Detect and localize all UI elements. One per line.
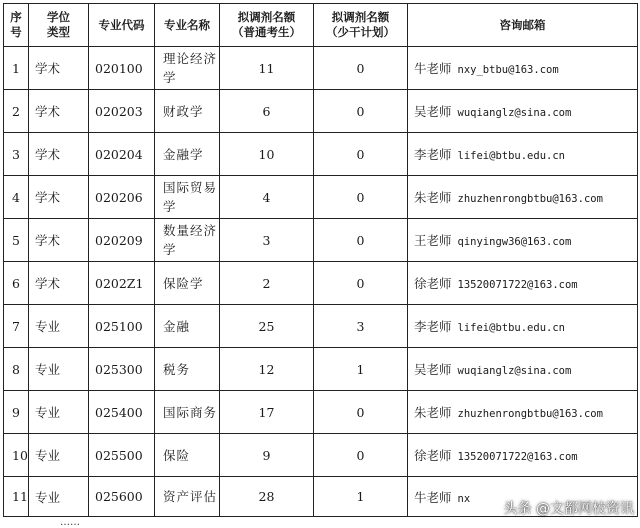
contact-email: wuqianglz@sina.com [457, 365, 572, 377]
contact-cell [408, 47, 638, 90]
quota-minority: 0 [314, 219, 408, 262]
contact-cell [408, 90, 638, 133]
table-row [4, 176, 638, 219]
contact-cell [408, 133, 638, 176]
contact-email: wuqianglz@sina.com [457, 107, 572, 119]
quota-minority: 0 [314, 262, 408, 305]
quota-regular: 28 [220, 477, 314, 517]
admissions-table [3, 3, 638, 517]
header-regular: 拟调剂名额 （普通考生） [220, 4, 314, 47]
contact-email: 13520071722@163.com [457, 279, 578, 291]
major-name: 保险学 [155, 262, 220, 305]
major-name: 税务 [155, 348, 220, 391]
contact-email: 13520071722@163.com [457, 451, 578, 463]
degree-type: 专业 [29, 348, 89, 391]
contact-teacher: 李老师 [414, 147, 452, 162]
major-code: 025500 [89, 434, 155, 477]
contact-email: nx [457, 492, 471, 505]
header-code: 专业代码 [89, 4, 155, 47]
contact-teacher: 朱老师 [414, 405, 452, 420]
header-row [4, 4, 638, 47]
quota-regular: 10 [220, 133, 314, 176]
major-code: 020204 [89, 133, 155, 176]
degree-type: 专业 [29, 434, 89, 477]
contact-email: lifei@btbu.edu.cn [457, 322, 565, 334]
degree-type: 学术 [29, 262, 89, 305]
table-row [4, 434, 638, 477]
contact-teacher: 吴老师 [414, 104, 452, 119]
major-name: 数量经济学 [155, 219, 220, 262]
major-name: 资产评估 [155, 477, 220, 517]
page-tail-mark: …… [60, 517, 80, 528]
row-index: 2 [4, 90, 29, 133]
table-row [4, 305, 638, 348]
quota-minority: 0 [314, 47, 408, 90]
contact-email: nxy_btbu@163.com [457, 64, 559, 76]
table-row [4, 133, 638, 176]
row-index: 5 [4, 219, 29, 262]
quota-minority: 0 [314, 434, 408, 477]
major-code: 025300 [89, 348, 155, 391]
row-index: 1 [4, 47, 29, 90]
major-code: 025400 [89, 391, 155, 434]
contact-teacher: 牛老师 [414, 61, 452, 76]
row-index: 9 [4, 391, 29, 434]
contact-teacher: 徐老师 [414, 276, 452, 291]
row-index: 7 [4, 305, 29, 348]
contact-teacher: 王老师 [414, 233, 452, 248]
major-code: 020209 [89, 219, 155, 262]
watermark: 头条 @文都网校资讯 [503, 501, 634, 517]
table-row [4, 219, 638, 262]
degree-type: 学术 [29, 47, 89, 90]
row-index: 3 [4, 133, 29, 176]
major-name: 金融学 [155, 133, 220, 176]
header-type: 学位 类型 [29, 4, 89, 47]
degree-type: 学术 [29, 133, 89, 176]
contact-email: zhuzhenrongbtbu@163.com [457, 193, 603, 205]
major-code: 020100 [89, 47, 155, 90]
degree-type: 专业 [29, 391, 89, 434]
contact-cell [408, 305, 638, 348]
degree-type: 专业 [29, 477, 89, 517]
major-name: 金融 [155, 305, 220, 348]
degree-type: 学术 [29, 219, 89, 262]
header-name: 专业名称 [155, 4, 220, 47]
row-index: 6 [4, 262, 29, 305]
contact-teacher: 牛老师 [414, 489, 452, 505]
major-code: 020206 [89, 176, 155, 219]
row-index: 4 [4, 176, 29, 219]
contact-email: zhuzhenrongbtbu@163.com [457, 408, 603, 420]
major-code: 020203 [89, 90, 155, 133]
header-contact: 咨询邮箱 [408, 4, 638, 47]
major-code: 025600 [89, 477, 155, 517]
contact-teacher: 徐老师 [414, 448, 452, 463]
header-minority: 拟调剂名额 （少干计划） [314, 4, 408, 47]
contact-cell [408, 262, 638, 305]
quota-minority: 0 [314, 176, 408, 219]
quota-minority: 1 [314, 348, 408, 391]
table-row [4, 47, 638, 90]
degree-type: 专业 [29, 305, 89, 348]
major-name: 财政学 [155, 90, 220, 133]
quota-regular: 25 [220, 305, 314, 348]
quota-minority: 0 [314, 391, 408, 434]
table-row [4, 348, 638, 391]
table-row [4, 391, 638, 434]
major-name: 保险 [155, 434, 220, 477]
quota-minority: 1 [314, 477, 408, 517]
contact-email: lifei@btbu.edu.cn [457, 150, 565, 162]
quota-minority: 0 [314, 90, 408, 133]
row-index: 11 [4, 477, 29, 517]
table-row [4, 90, 638, 133]
contact-cell [408, 219, 638, 262]
contact-cell [408, 391, 638, 434]
table-row [4, 262, 638, 305]
major-code: 0202Z1 [89, 262, 155, 305]
contact-cell [408, 434, 638, 477]
quota-regular: 9 [220, 434, 314, 477]
quota-minority: 0 [314, 133, 408, 176]
major-name: 国际贸易学 [155, 176, 220, 219]
contact-cell [408, 176, 638, 219]
contact-teacher: 吴老师 [414, 362, 452, 377]
major-code: 025100 [89, 305, 155, 348]
major-name: 国际商务 [155, 391, 220, 434]
header-idx: 序 号 [4, 4, 29, 47]
major-name: 理论经济学 [155, 47, 220, 90]
quota-regular: 4 [220, 176, 314, 219]
row-index: 8 [4, 348, 29, 391]
quota-regular: 11 [220, 47, 314, 90]
contact-cell [408, 348, 638, 391]
contact-teacher: 朱老师 [414, 190, 452, 205]
degree-type: 学术 [29, 176, 89, 219]
quota-minority: 3 [314, 305, 408, 348]
quota-regular: 3 [220, 219, 314, 262]
contact-email: qinyingw36@163.com [457, 236, 572, 248]
quota-regular: 2 [220, 262, 314, 305]
quota-regular: 12 [220, 348, 314, 391]
row-index: 10 [4, 434, 29, 477]
quota-regular: 17 [220, 391, 314, 434]
degree-type: 学术 [29, 90, 89, 133]
contact-teacher: 李老师 [414, 319, 452, 334]
quota-regular: 6 [220, 90, 314, 133]
